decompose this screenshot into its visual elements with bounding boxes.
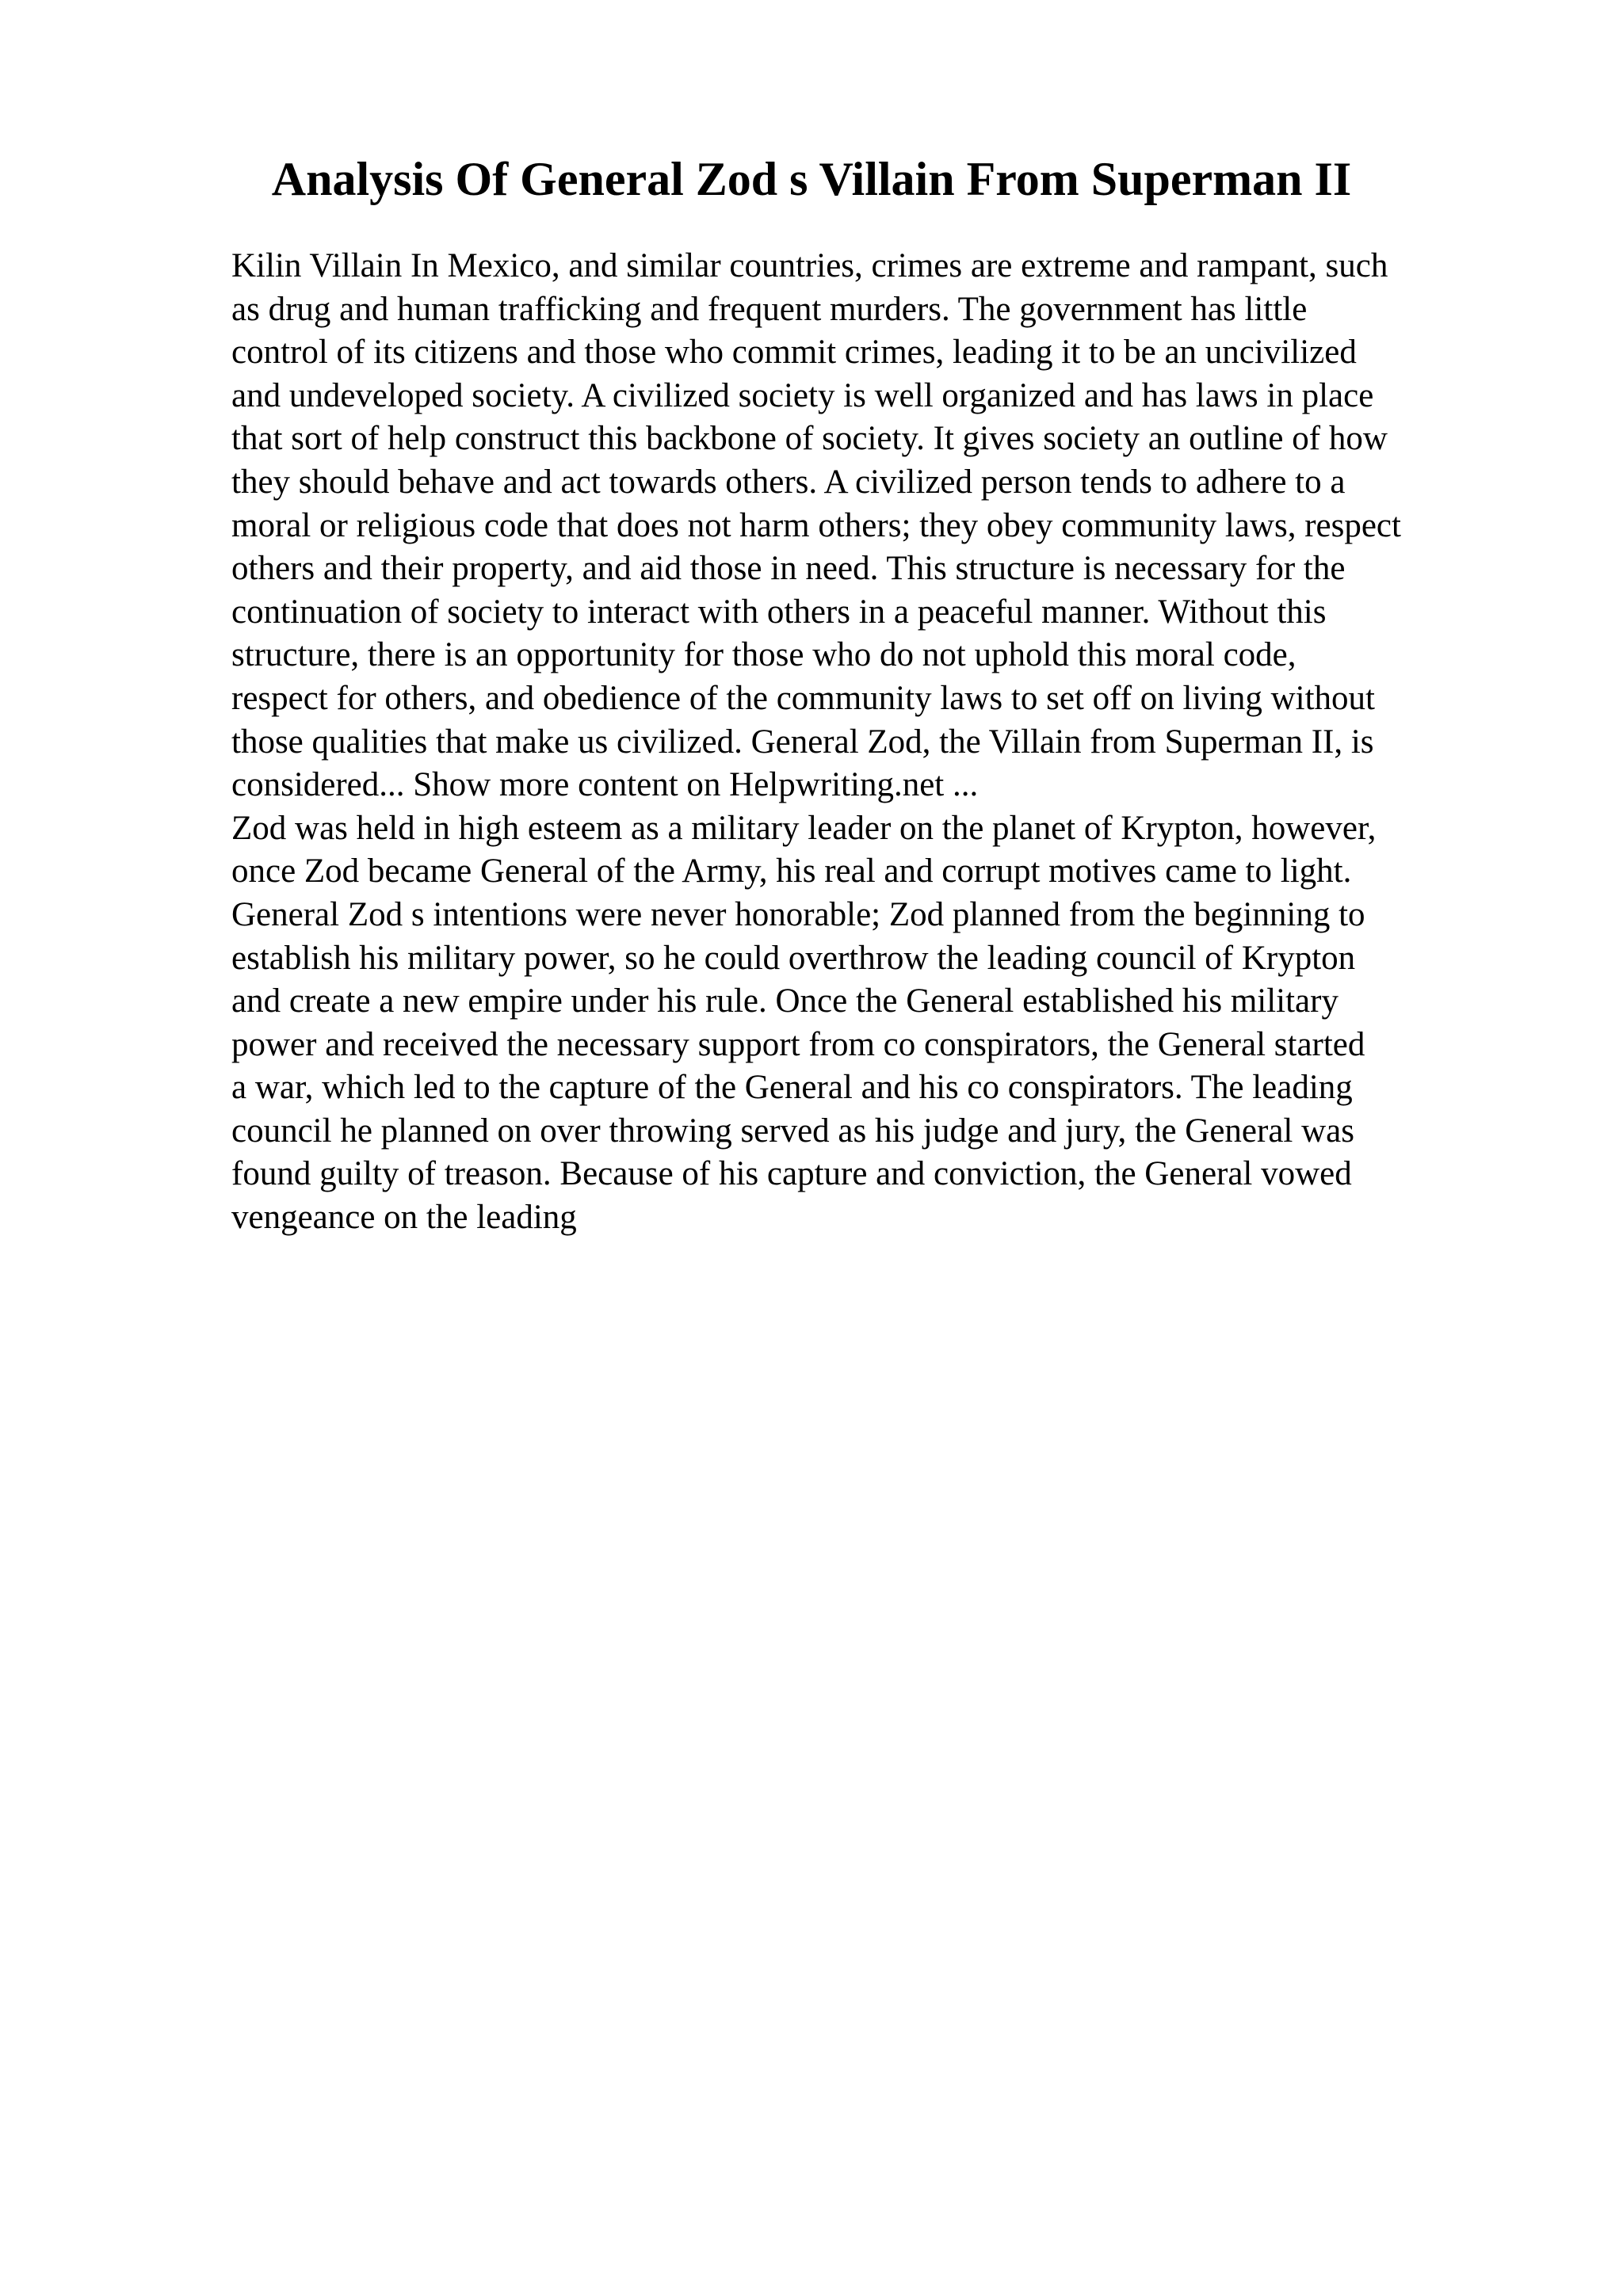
paragraph-2 — [231, 807, 1515, 1240]
text-line: moral or religious code that does not harm others; they obey community laws, respect — [231, 506, 1401, 544]
text-line: considered... Show more content on Helpwriting.net ... — [231, 766, 979, 804]
text-line: that sort of help construct this backbone of society. It gives society an outline of how — [231, 420, 1388, 458]
text-line: once Zod became General of the Army, his real and corrupt motives came to light. — [231, 852, 1352, 891]
text-line: those qualities that make us civilized. General Zod, the Villain from Superman II, is — [231, 723, 1374, 761]
text-line: continuation of society to interact with others in a peaceful manner. Without this — [231, 593, 1327, 631]
text-line: General Zod s intentions were never honorable; Zod planned from the beginning to — [231, 895, 1365, 933]
document-title: Analysis Of General Zod s Villain From Superman II — [271, 153, 1352, 205]
text-line: structure, there is an opportunity for those who do not uphold this moral code, — [231, 636, 1296, 674]
text-line: power and received the necessary support from co conspirators, the General started — [231, 1025, 1365, 1063]
text-line: Zod was held in high esteem as a military leader on the planet of Krypton, however, — [231, 809, 1377, 847]
text-line: council he planned on over throwing served as his judge and jury, the General was — [231, 1112, 1354, 1150]
text-line: control of its citizens and those who commit crimes, leading it to be an uncivilized — [231, 334, 1357, 372]
text-line: Kilin Villain In Mexico, and similar countries, crimes are extreme and rampant, such — [231, 247, 1388, 284]
paragraph-1 — [231, 245, 1515, 807]
text-line: others and their property, and aid those in need. This structure is necessary for the — [231, 550, 1346, 588]
text-line: and undeveloped society. A civilized society is well organized and has laws in place — [231, 376, 1374, 414]
text-line: a war, which led to the capture of the General and his co conspirators. The leading — [231, 1069, 1353, 1107]
text-line: vengeance on the leading — [231, 1199, 577, 1237]
document-body — [231, 245, 1515, 1240]
text-line: as drug and human trafficking and frequent murders. The government has little — [231, 290, 1308, 328]
text-line: found guilty of treason. Because of his capture and conviction, the General vowed — [231, 1155, 1352, 1193]
text-line: establish his military power, so he could overthrow the leading council of Krypton — [231, 939, 1356, 977]
text-line: respect for others, and obedience of the community laws to set off on living without — [231, 679, 1375, 717]
text-line: they should behave and act towards others. A civilized person tends to adhere to a — [231, 463, 1346, 501]
text-line: and create a new empire under his rule. Once the General established his military — [231, 982, 1338, 1020]
